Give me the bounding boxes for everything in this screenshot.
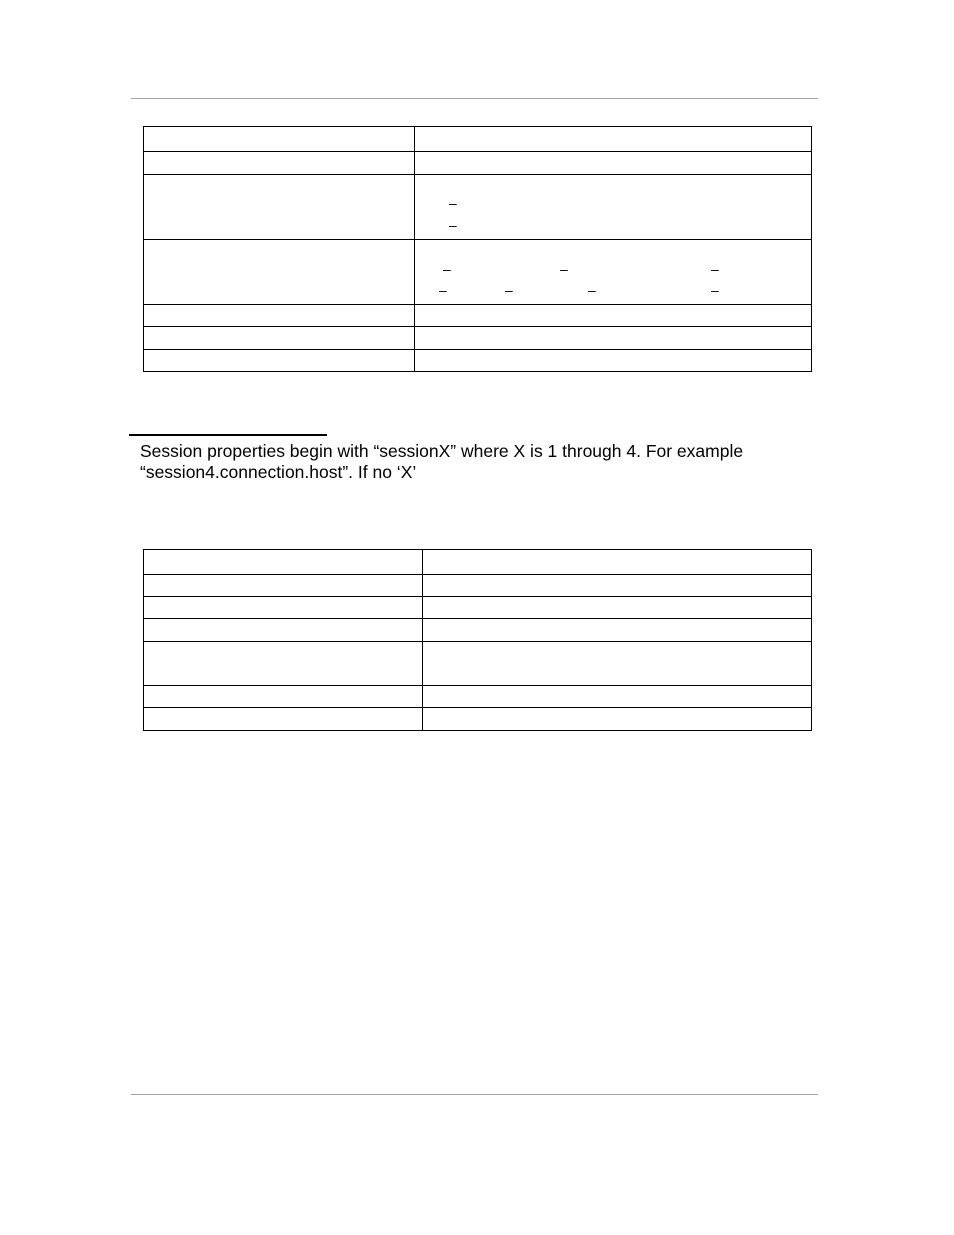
dash-mark: –	[711, 261, 719, 277]
table-cell	[144, 240, 415, 305]
dash-mark: –	[439, 282, 447, 298]
table-cell	[423, 619, 812, 642]
dash-mark: –	[711, 282, 719, 298]
table-cell	[144, 327, 415, 350]
dash-mark: –	[505, 282, 513, 298]
table-row	[144, 642, 812, 686]
section-heading-underline	[129, 434, 327, 436]
table-cell	[423, 686, 812, 708]
table-row	[144, 550, 812, 575]
table-cell	[144, 350, 415, 372]
table-row	[144, 240, 812, 305]
dash-mark: –	[449, 195, 457, 211]
intro-line-1: Session properties begin with “sessionX” where X is 1 through 4. For example	[140, 441, 744, 461]
table-row	[144, 708, 812, 731]
header-rule	[131, 98, 818, 99]
table-cell	[144, 597, 423, 619]
dash-mark: –	[443, 261, 451, 277]
table-cell	[144, 642, 423, 686]
table-cell	[423, 575, 812, 597]
table-cell	[144, 686, 423, 708]
section-intro-paragraph	[140, 441, 820, 483]
table-row	[144, 597, 812, 619]
table-cell	[144, 575, 423, 597]
table-row	[144, 350, 812, 372]
table-cell	[415, 127, 812, 152]
table-cell	[415, 175, 812, 240]
table-cell	[415, 240, 812, 305]
table-row	[144, 152, 812, 175]
footer-rule	[131, 1094, 818, 1095]
table-cell	[423, 708, 812, 731]
table-cell	[415, 152, 812, 175]
table-cell	[144, 708, 423, 731]
table-row	[144, 619, 812, 642]
table-cell	[144, 127, 415, 152]
session-properties-table	[143, 549, 812, 731]
table-cell	[415, 327, 812, 350]
table-cell	[144, 550, 423, 575]
table-cell	[415, 350, 812, 372]
table-row	[144, 327, 812, 350]
table-cell	[144, 305, 415, 327]
table-cell	[144, 152, 415, 175]
table-cell	[144, 175, 415, 240]
table-row	[144, 127, 812, 152]
table-row	[144, 175, 812, 240]
dash-mark: –	[560, 261, 568, 277]
table-row	[144, 686, 812, 708]
table-cell	[423, 550, 812, 575]
table-row	[144, 305, 812, 327]
table-cell	[423, 642, 812, 686]
dash-mark: –	[588, 282, 596, 298]
table-row	[144, 575, 812, 597]
table-cell	[415, 305, 812, 327]
dash-mark: –	[449, 217, 457, 233]
properties-table-1	[143, 126, 812, 372]
table-cell	[423, 597, 812, 619]
intro-line-2: “session4.connection.host”. If no ‘X’	[140, 462, 417, 482]
table-cell	[144, 619, 423, 642]
